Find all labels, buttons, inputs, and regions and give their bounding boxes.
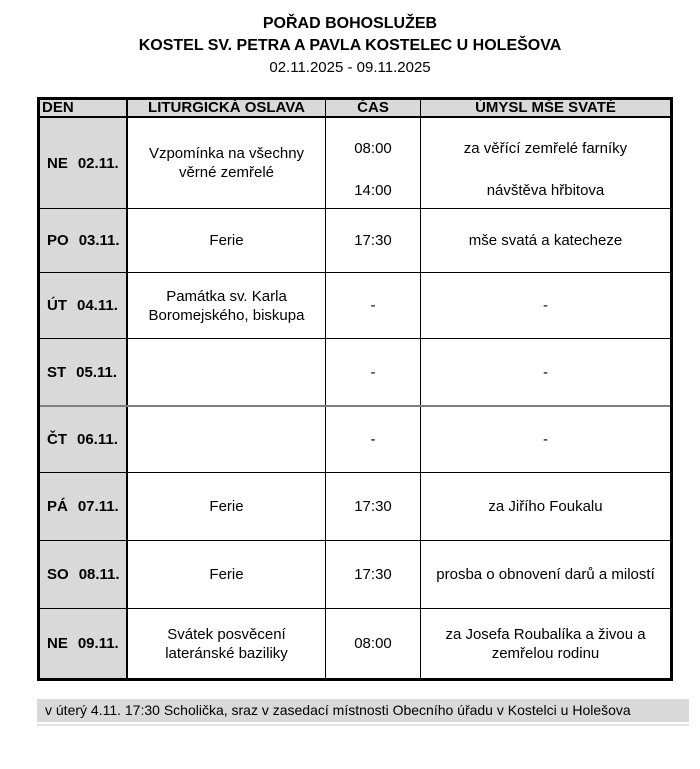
day-abbr: ČT [47, 431, 67, 448]
day-abbr: PÁ [47, 498, 68, 515]
time-entry: 14:00 [354, 182, 392, 199]
intention-cell: za Jiřího Foukalu [488, 498, 603, 515]
column-header-den: DEN [40, 100, 128, 116]
table-row [40, 473, 670, 541]
table-row [40, 407, 670, 473]
day-cell [40, 407, 128, 472]
day-cell [40, 473, 128, 540]
day-date: 08.11. [78, 566, 120, 583]
document-header [0, 13, 700, 78]
day-date: 05.11. [76, 363, 118, 381]
day-date: 07.11. [77, 498, 119, 515]
intention-entry: za věřící zemřelé farníky [463, 140, 628, 157]
intention-cell: - [543, 431, 548, 448]
day-date: 03.11. [78, 232, 120, 249]
day-abbr: SO [47, 566, 69, 583]
time-cell: 17:30 [326, 209, 421, 272]
intention-cell [421, 118, 670, 208]
day-date: 04.11. [77, 297, 118, 314]
intention-cell: - [543, 363, 548, 381]
liturgy-cell: Vzpomínka na všechny věrné zemřelé [128, 118, 326, 208]
liturgy-cell: Ferie [128, 209, 326, 272]
time-entry: 08:00 [354, 140, 392, 157]
intention-cell: - [543, 297, 548, 314]
intention-entry: návštěva hřbitova [486, 182, 605, 199]
table-row [40, 541, 670, 609]
time-cell: - [326, 339, 421, 405]
liturgy-cell: Památka sv. Karla Boromejského, biskupa [128, 273, 326, 338]
day-abbr: NE [47, 635, 68, 652]
table-row [40, 118, 670, 209]
time-cell: 17:30 [326, 473, 421, 540]
footer-note: v úterý 4.11. 17:30 Scholička, sraz v zasedací místnosti Obecního úřadu v Kostelci u Holešova [37, 699, 689, 722]
day-cell [40, 541, 128, 608]
time-cell: - [326, 407, 421, 472]
table-row [40, 339, 670, 407]
time-cell: 17:30 [326, 541, 421, 608]
day-abbr: ÚT [47, 297, 67, 314]
day-cell [40, 118, 128, 208]
day-date: 06.11. [77, 431, 118, 448]
day-date: 09.11. [77, 635, 119, 652]
intention-cell: mše svatá a katecheze [468, 232, 623, 249]
table-row [40, 209, 670, 273]
table-row [40, 609, 670, 678]
intention-cell: za Josefa Roubalíka a živou a zemřelou rodinu [445, 625, 646, 662]
date-range: 02.11.2025 - 09.11.2025 [269, 59, 431, 76]
column-header-time: ČAS [326, 100, 421, 116]
liturgy-cell: Ferie [128, 541, 326, 608]
time-cell: 08:00 [326, 609, 421, 678]
document-page [0, 13, 700, 726]
day-cell [40, 609, 128, 678]
document-subtitle: KOSTEL SV. PETRA A PAVLA KOSTELEC U HOLEŠOVA [138, 37, 562, 54]
day-abbr: ST [47, 363, 67, 381]
document-title: POŘAD BOHOSLUŽEB [262, 15, 438, 32]
table-header-row [40, 100, 670, 118]
liturgy-cell: Ferie [128, 473, 326, 540]
column-header-intention: ÚMYSL MŠE SVATÉ [421, 100, 670, 116]
day-abbr: NE [47, 154, 68, 172]
liturgy-cell: Svátek posvěcení lateránské baziliky [128, 609, 326, 678]
day-cell [40, 209, 128, 272]
schedule-table [37, 97, 673, 681]
time-cell [326, 118, 421, 208]
day-date: 02.11. [77, 154, 119, 172]
time-cell: - [326, 273, 421, 338]
intention-cell: prosba o obnovení darů a milostí [436, 566, 655, 583]
day-cell [40, 273, 128, 338]
bottom-divider [37, 724, 689, 726]
liturgy-cell [128, 407, 326, 472]
liturgy-cell [128, 339, 326, 405]
table-row [40, 273, 670, 339]
day-abbr: PO [47, 232, 69, 249]
day-cell [40, 339, 128, 405]
column-header-liturgy: LITURGICKÁ OSLAVA [128, 100, 326, 116]
